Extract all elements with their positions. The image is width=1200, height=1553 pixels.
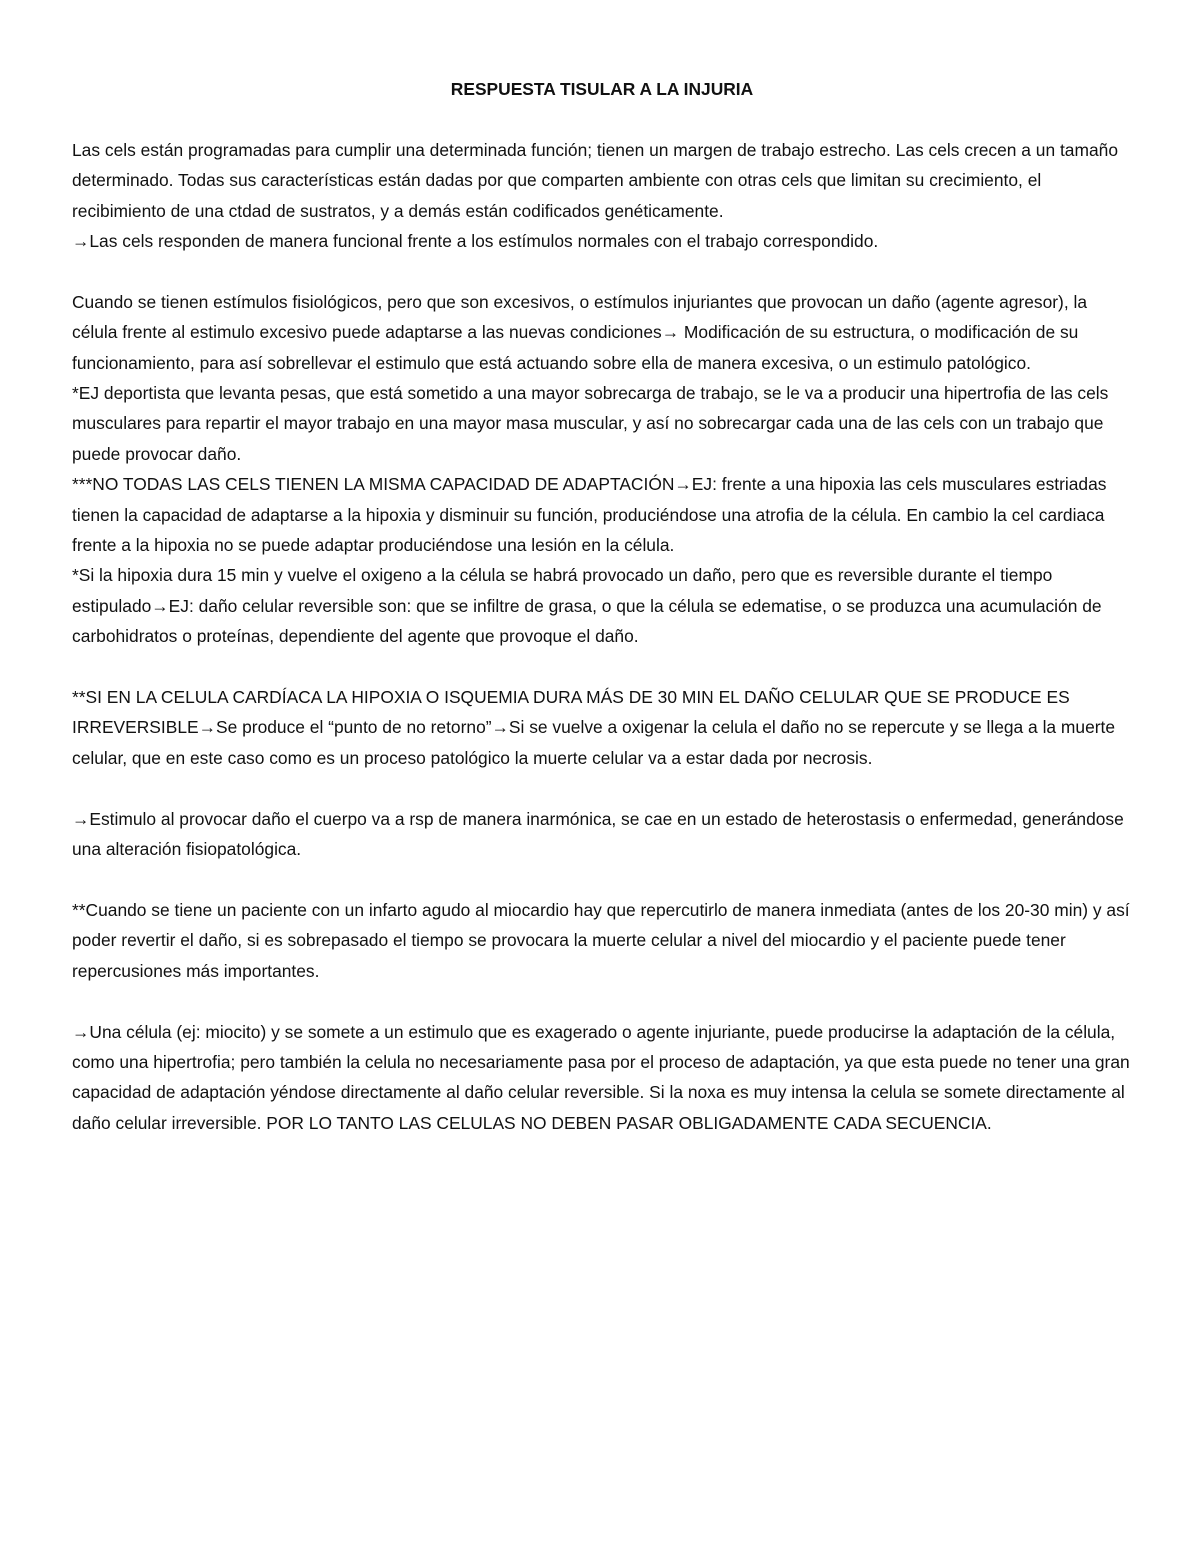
paragraph-infarction: **Cuando se tiene un paciente con un infarto agudo al miocardio hay que repercutirlo de manera inmediata (antes de los 20-30 min) y así poder revertir el daño, si es sobrepasado el tiempo se provocara la muerte celular a nivel del miocardio y el paciente puede tener repercusiones más importantes. — [72, 899, 1130, 981]
paragraph-heterostasis: →Estimulo al provocar daño el cuerpo va a rsp de manera inarmónica, se cae en un estado de heterostasis o enfermedad, generándose una alteración fisiopatológica. — [72, 808, 1124, 860]
paragraph-adaptation-capacity: ***NO TODAS LAS CELS TIENEN LA MISMA CAPACIDAD DE ADAPTACIÓN→EJ: frente a una hipoxia las cels musculares estriadas tienen la capacidad de adaptarse a la hipoxia y disminuir su función, produciéndose una atrofia de la célula. En cambio la cel cardiaca frente a la hipoxia no se puede adaptar produciéndose una lesión en la célula. — [72, 474, 1107, 556]
paragraph-intro: Las cels están programadas para cumplir una determinada función; tienen un margen de trabajo estrecho. Las cels crecen a un tamaño determinado. Todas sus características están dadas por que comparten ambiente con otras cels que limitan su crecimiento, el recibimiento de una ctdad de sustratos, y a demás están codificados genéticamente. — [72, 139, 1118, 221]
paragraph-irreversible-damage: **SI EN LA CELULA CARDÍACA LA HIPOXIA O ISQUEMIA DURA MÁS DE 30 MIN EL DAÑO CELULAR QUE SE PRODUCE ES IRREVERSIBLE→Se produce el “punto de no retorno”→Si se vuelve a oxigenar la celula el daño no se repercute y se llega a la muerte celular, que en este caso como es un proceso patológico la muerte celular va a estar dada por necrosis. — [72, 687, 1116, 768]
paragraph-reversible-damage: *Si la hipoxia dura 15 min y vuelve el oxigeno a la célula se habrá provocado un daño, pero que es reversible durante el tiempo estipulado→EJ: daño celular reversible son: que se infiltre de grasa, o que la célula se edematise, o se produzca una acumulación de carbohidratos o proteínas, dependiente del agente que provoque el daño. — [72, 565, 1102, 647]
paragraph-normal-response: →Las cels responden de manera funcional frente a los estímulos normales con el trabajo correspondido. — [72, 231, 879, 252]
paragraph-example-weightlifter: *EJ deportista que levanta pesas, que está sometido a una mayor sobrecarga de trabajo, se le va a producir una hipertrofia de las cels musculares para repartir el mayor trabajo en una mayor masa muscular, y así no sobrecargar cada una de las cels con un trabajo que puede provocar daño. — [72, 383, 1109, 464]
paragraph-adaptation: Cuando se tienen estímulos fisiológicos, pero que son excesivos, o estímulos injuriantes que provocan un daño (agente agresor), la célula frente al estimulo excesivo puede adaptarse a las nuevas condiciones→ Modificación de su estructura, o modificación de su funcionamiento, para así sobrellevar el estimulo que está actuando sobre ella de manera excesiva, o un estimulo patológico. — [72, 291, 1088, 373]
paragraph-sequence: →Una célula (ej: miocito) y se somete a un estimulo que es exagerado o agente injuriante, puede producirse la adaptación de la célula, como una hipertrofia; pero también la celula no necesariamente pasa por el proceso de adaptación, ya que esta puede no tener una gran capacidad de adaptación yéndose directamente al daño celular reversible. Si la noxa es muy intensa la celula se somete directamente al daño celular irreversible. POR LO TANTO LAS CELULAS NO DEBEN PASAR OBLIGADAMENTE CADA SECUENCIA. — [72, 1021, 1130, 1133]
document-body — [72, 74, 1132, 1138]
document-title: RESPUESTA TISULAR A LA INJURIA — [450, 79, 754, 99]
